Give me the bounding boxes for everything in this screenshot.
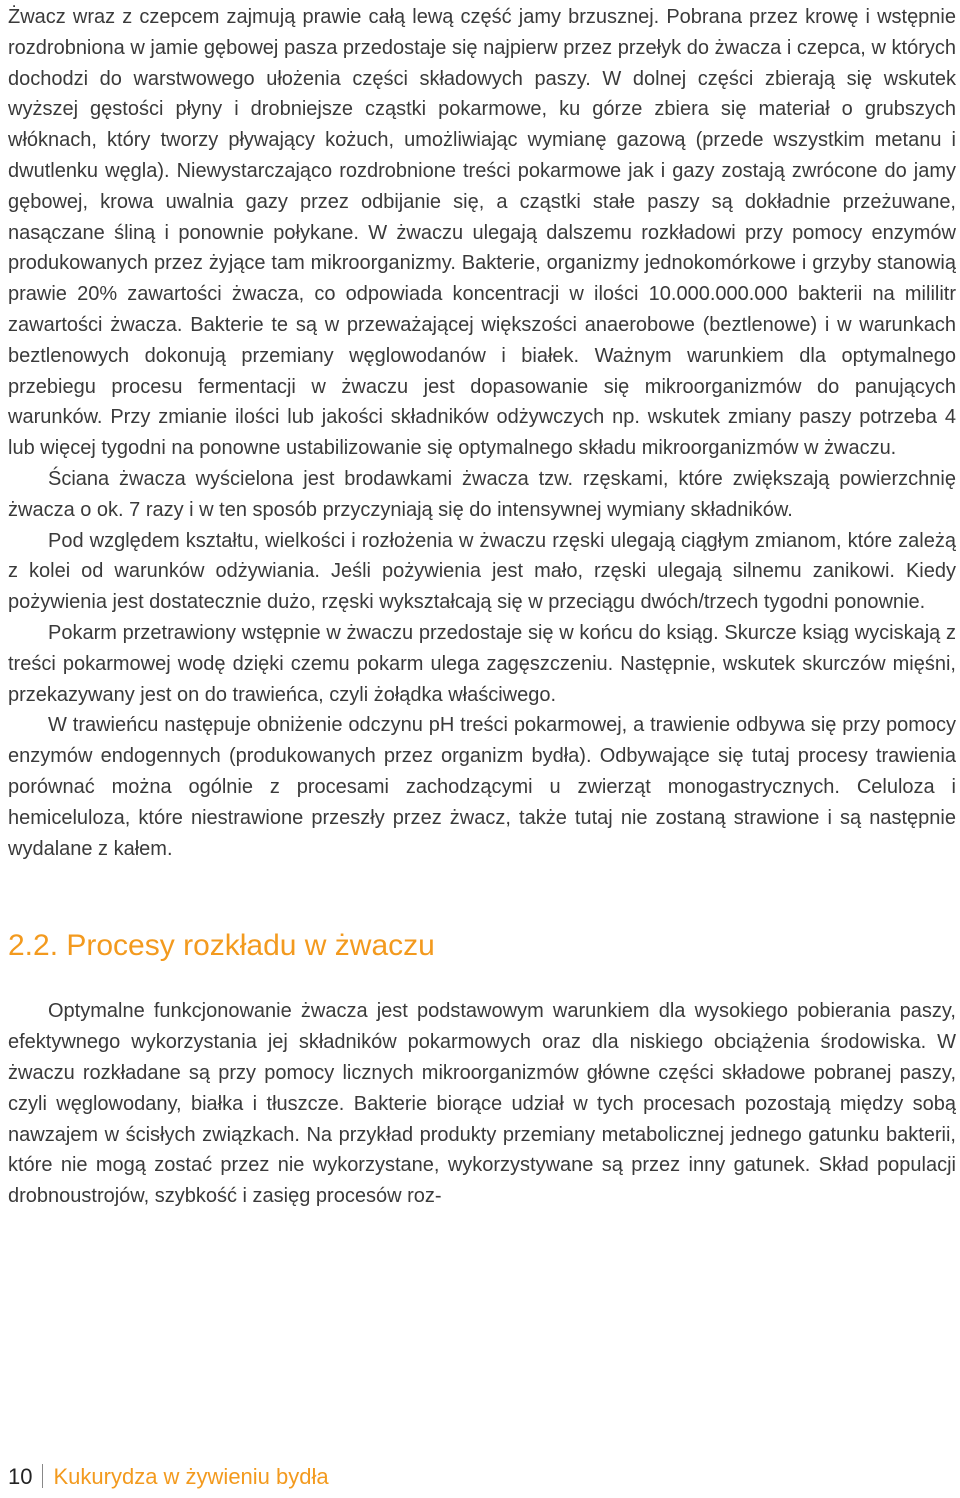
body-paragraph: W trawieńcu następuje obniżenie odczynu pH treści pokarmowej, a trawienie odbywa się przy pomocy enzymów endogennych (produkowanych przez organizm bydła). Odbywające się tutaj procesy trawienia porównać można ogólnie z procesami zachodzącymi u zwierząt monogastrycznych. Celuloza i hemiceluloza, które niestrawione przeszły przez żwacz, także tutaj nie zostaną strawione i są następnie wydalane z kałem. (8, 714, 956, 860)
page-number: 10 (8, 1464, 33, 1489)
section-decomposition-processes (8, 926, 956, 1212)
body-paragraph: Pokarm przetrawiony wstępnie w żwaczu przedostaje się w końcu do ksiąg. Skurcze ksiąg wyciskają z treści pokarmowej wodę dzięki czemu pokarm ulega zagęszczeniu. Następnie, wskutek skurczów mięśni, przekazywany jest on do trawieńca, czyli żołądka właściwego. (8, 621, 956, 706)
body-paragraph: Żwacz wraz z czepcem zajmują prawie całą lewą część jamy brzusznej. Pobrana przez krowę i wstępnie rozdrobniona w jamie gębowej pasza przedostaje się najpierw przez przełyk do żwacza i czepca, w których dochodzi do warstwowego ułożenia części składowych paszy. W dolnej części zbierają się wskutek wyższej gęstości płyny i drobniejsze cząstki pokarmowe, ku górze zbiera się materiał o grubszych włóknach, który tworzy pływający kożuch, umożliwiając wymianę gazową (przede wszystkim metanu i dwutlenku węgla). Niewystarczająco rozdrobnione treści pokarmowe jak i gazy zostają zwrócone do jamy gębowej, krowa uwalnia gazy przez odbijanie się, a cząstki stałe paszy są dokładnie przeżuwane, nasączane śliną i ponownie połykane. W żwaczu ulegają dalszemu rozkładowi przy pomocy enzymów produkowanych przez żyjące tam mikroorganizmy. Bakterie, organizmy jednokomórkowe i grzyby stanowią prawie 20% zawartości żwacza, co odpowiada koncentracji w ilości 10.000.000.000 bakterii na mililitr zawartości żwacza. Bakterie te są w przeważającej większości anaerobowe (beztlenowe) i w warunkach beztlenowych dokonują przemiany węglowodanów i białek. Ważnym warunkiem dla optymalnego przebiegu procesu fermentacji w żwaczu jest dopasowanie się mikroorganizmów do panujących warunków. Przy zmianie ilości lub jakości składników odżywczych np. wskutek zmiany paszy potrzeba 4 lub więcej tygodni na ponowne ustabilizowanie się optymalnego składu mikroorganizmów w żwaczu. (8, 6, 956, 460)
body-paragraph: Pod względem kształtu, wielkości i rozłożenia w żwaczu rzęski ulegają ciągłym zmianom, które zależą z kolei od warunków odżywiania. Jeśli pożywienia jest mało, rzęski ulegają silnemu zanikowi. Kiedy pożywienia jest dostatecznie dużo, rzęski wykształcają się w przeciągu dwóch/trzech tygodni ponownie. (8, 529, 956, 614)
body-paragraph: Ściana żwacza wyścielona jest brodawkami żwacza tzw. rzęskami, które zwiększają powierzchnię żwacza o ok. 7 razy i w ten sposób przyczyniają się do intensywnej wymiany składników. (8, 467, 956, 521)
page-content (8, 0, 956, 1212)
page-footer (8, 1462, 329, 1492)
section-rumen-anatomy (8, 0, 956, 864)
footer-divider (42, 1464, 43, 1488)
section-heading: 2.2. Procesy rozkładu w żwaczu (8, 929, 435, 963)
body-paragraph: Optymalne funkcjonowanie żwacza jest podstawowym warunkiem dla wysokiego pobierania paszy, efektywnego wykorzystania jej składników pokarmowych oraz dla niskiego obciążenia środowiska. W żwaczu rozkładane są przy pomocy licznych mikroorganizmów główne części składowe pobranej paszy, czyli węglowodany, białka i tłuszcze. Bakterie biorące udział w tych procesach pozostają między sobą nawzajem w ścisłych związkach. Na przykład produkty przemiany metabolicznej jednego gatunku bakterii, które nie mogą zostać przez nie wykorzystane, wykorzystywane są przez inny gatunek. Skład populacji drobnoustrojów, szybkość i zasięg procesów roz- (8, 1000, 956, 1208)
publication-title: Kukurydza w żywieniu bydła (53, 1464, 329, 1489)
